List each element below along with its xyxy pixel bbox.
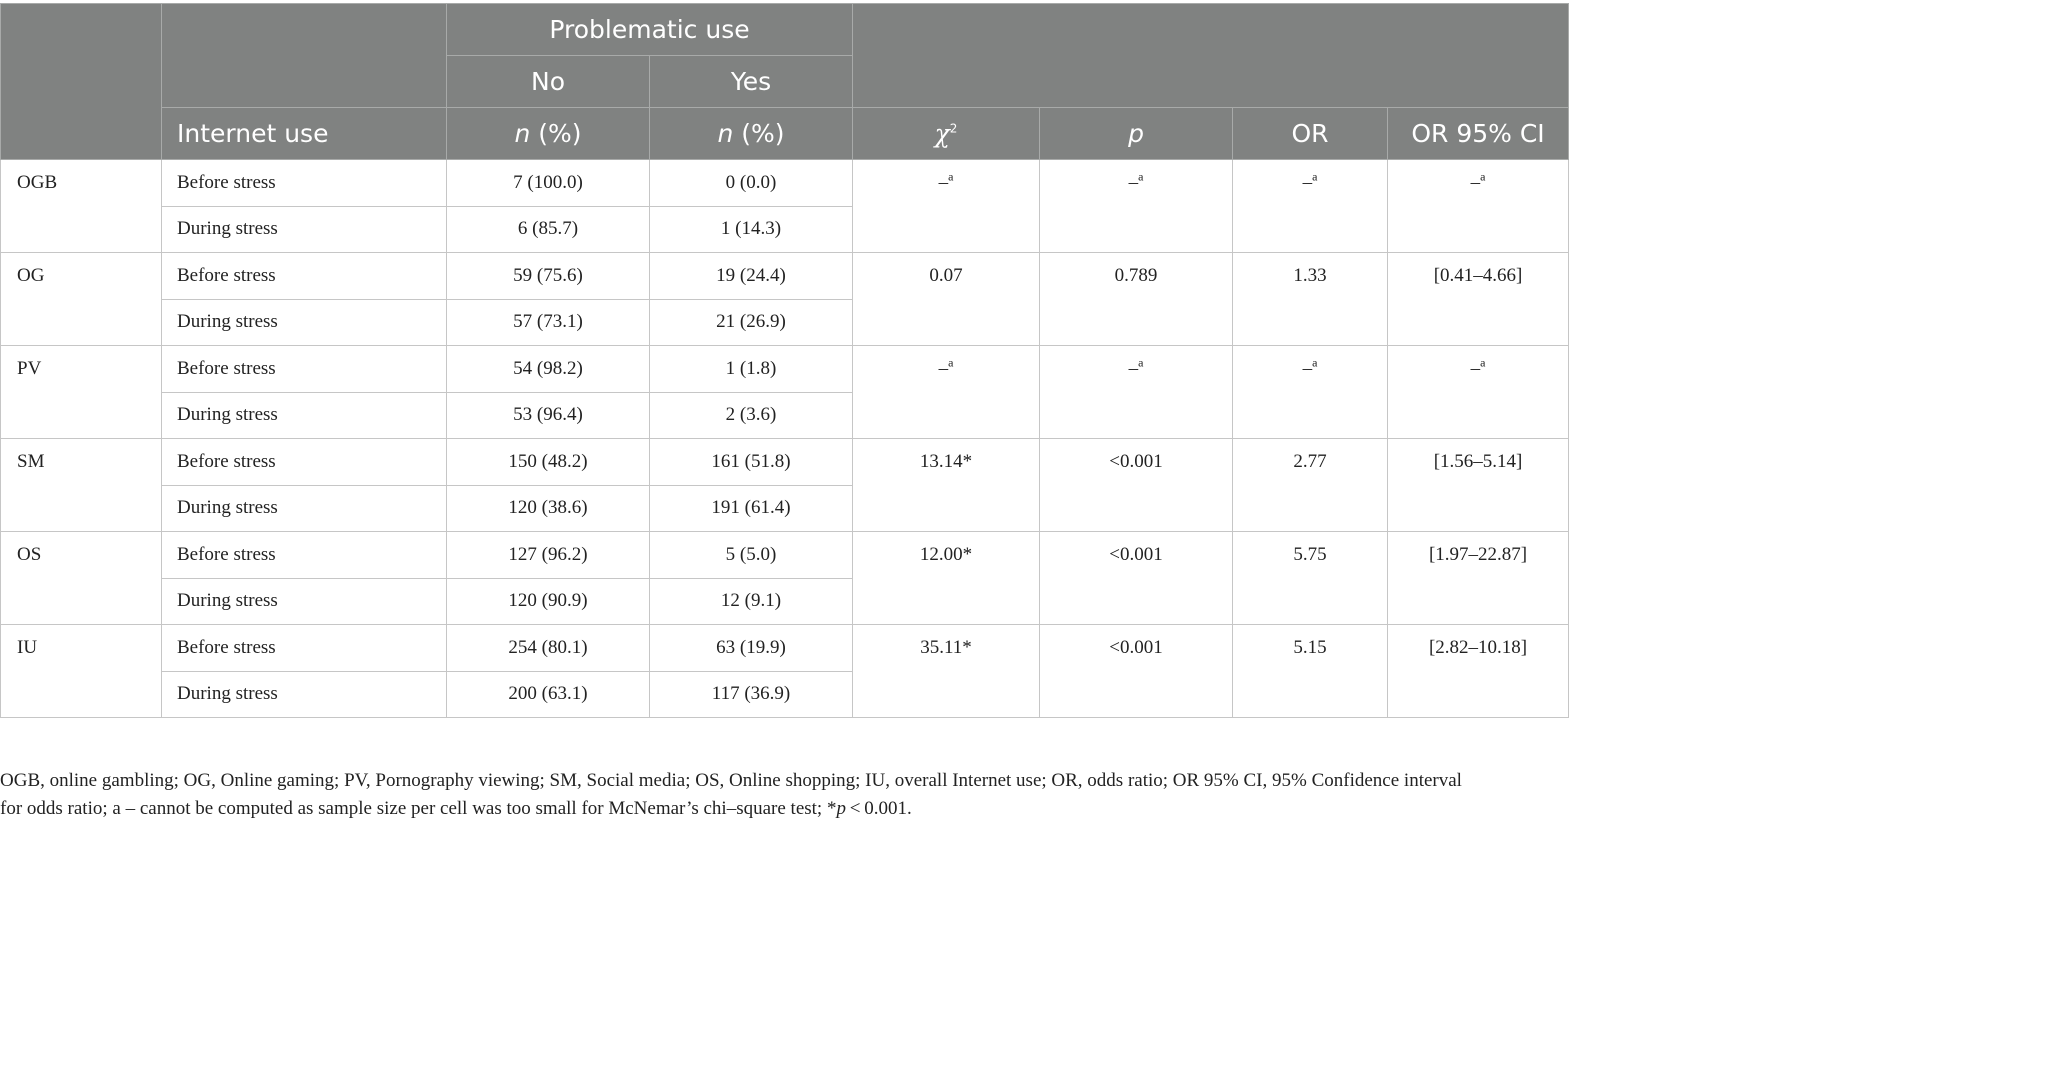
results-table (0, 3, 1569, 718)
header-yes: Yes (650, 56, 853, 108)
footnote-line1: OGB, online gambling; OG, Online gaming; PV, Pornography viewing; SM, Social media; OS, Online shopping; IU, overall Internet use; OR, odds ratio; OR 95% CI, 95% Confidence interval (0, 770, 1462, 791)
cell-before-no: 127 (96.2) (447, 532, 650, 579)
cell-odds-ratio: 1.33 (1233, 253, 1388, 346)
cell-p-value: <0.001 (1040, 439, 1233, 532)
row-condition-label: Before stress (162, 346, 447, 393)
cell-chi-square: 12.00* (853, 532, 1040, 625)
row-group-label: OS (1, 532, 162, 625)
header-n-pct-no (447, 108, 650, 160)
table-row (1, 625, 1569, 672)
cell-or-ci: –$^a$ (1388, 160, 1569, 253)
cell-during-no: 57 (73.1) (447, 299, 650, 346)
cell-odds-ratio: 5.15 (1233, 625, 1388, 718)
cell-during-no: 53 (96.4) (447, 392, 650, 439)
row-group-label: OGB (1, 160, 162, 253)
row-condition-label: Before stress (162, 532, 447, 579)
cell-chi-square: –$^a$ (853, 346, 1040, 439)
cell-during-yes: 117 (36.9) (650, 671, 853, 718)
cell-before-yes: 161 (51.8) (650, 439, 853, 486)
cell-during-yes: 2 (3.6) (650, 392, 853, 439)
cell-before-yes: 19 (24.4) (650, 253, 853, 300)
row-condition-label: Before stress (162, 625, 447, 672)
footnote-marker-a: a (1138, 169, 1144, 184)
footnote-marker-a: a (1480, 355, 1486, 370)
row-condition-label: During stress (162, 671, 447, 718)
row-condition-label: During stress (162, 299, 447, 346)
cell-during-yes: 12 (9.1) (650, 578, 853, 625)
table-body (1, 160, 1569, 718)
row-condition-label: During stress (162, 392, 447, 439)
header-blank-cell-2 (162, 4, 447, 108)
header-no: No (447, 56, 650, 108)
header-p-symbol: p (1128, 119, 1144, 148)
header-or-ci: OR 95% CI (1388, 108, 1569, 160)
cell-chi-square: 13.14* (853, 439, 1040, 532)
cell-before-no: 150 (48.2) (447, 439, 650, 486)
header-internet-use: Internet use (162, 108, 447, 160)
header-n-symbol: n (717, 119, 734, 148)
row-group-label: PV (1, 346, 162, 439)
cell-or-ci: –$^a$ (1388, 346, 1569, 439)
footnote-marker-a: a (1312, 355, 1318, 370)
header-n-pct-yes (650, 108, 853, 160)
header-chi-sup: 2 (949, 121, 958, 136)
footnote (0, 767, 1560, 823)
row-condition-label: During stress (162, 485, 447, 532)
table-row (1, 532, 1569, 579)
cell-during-no: 200 (63.1) (447, 671, 650, 718)
header-pct-symbol: (%) (530, 119, 582, 148)
cell-chi-square: –$^a$ (853, 160, 1040, 253)
cell-or-ci: [0.41–4.66] (1388, 253, 1569, 346)
cell-before-no: 54 (98.2) (447, 346, 650, 393)
row-condition-label: Before stress (162, 160, 447, 207)
row-condition-label: During stress (162, 206, 447, 253)
cell-before-yes: 63 (19.9) (650, 625, 853, 672)
cell-odds-ratio: 5.75 (1233, 532, 1388, 625)
header-chi-square (853, 108, 1040, 160)
cell-during-yes: 191 (61.4) (650, 485, 853, 532)
cell-before-no: 7 (100.0) (447, 160, 650, 207)
cell-before-no: 59 (75.6) (447, 253, 650, 300)
row-condition-label: Before stress (162, 253, 447, 300)
table-row (1, 160, 1569, 207)
cell-during-no: 120 (38.6) (447, 485, 650, 532)
cell-during-no: 6 (85.7) (447, 206, 650, 253)
cell-odds-ratio: –$^a$ (1233, 346, 1388, 439)
cell-odds-ratio: 2.77 (1233, 439, 1388, 532)
header-or: OR (1233, 108, 1388, 160)
cell-or-ci: [1.97–22.87] (1388, 532, 1569, 625)
header-n-symbol: n (514, 119, 531, 148)
cell-before-yes: 1 (1.8) (650, 346, 853, 393)
cell-or-ci: [1.56–5.14] (1388, 439, 1569, 532)
cell-before-no: 254 (80.1) (447, 625, 650, 672)
row-group-label: IU (1, 625, 162, 718)
table-row (1, 346, 1569, 393)
footnote-marker-a: a (1312, 169, 1318, 184)
cell-during-no: 120 (90.9) (447, 578, 650, 625)
footnote-marker-a: a (1138, 355, 1144, 370)
cell-p-value: <0.001 (1040, 532, 1233, 625)
header-blank-cell (1, 4, 162, 160)
row-group-label: SM (1, 439, 162, 532)
table-row (1, 253, 1569, 300)
cell-before-yes: 5 (5.0) (650, 532, 853, 579)
footnote-marker-a: a (948, 169, 954, 184)
row-group-label: OG (1, 253, 162, 346)
row-condition-label: Before stress (162, 439, 447, 486)
row-condition-label: During stress (162, 578, 447, 625)
cell-during-yes: 1 (14.3) (650, 206, 853, 253)
footnote-p: p (836, 798, 846, 819)
footnote-end: < 0.001. (845, 798, 912, 819)
table-row (1, 439, 1569, 486)
cell-odds-ratio: –$^a$ (1233, 160, 1388, 253)
footnote-marker-a: a (1480, 169, 1486, 184)
cell-p-value: 0.789 (1040, 253, 1233, 346)
cell-chi-square: 35.11* (853, 625, 1040, 718)
cell-before-yes: 0 (0.0) (650, 160, 853, 207)
header-chi-symbol: χ (934, 119, 950, 148)
footnote-marker-a: a (948, 355, 954, 370)
cell-p-value: <0.001 (1040, 625, 1233, 718)
header-p (1040, 108, 1233, 160)
header-problematic-use: Problematic use (447, 4, 853, 56)
cell-or-ci: [2.82–10.18] (1388, 625, 1569, 718)
cell-chi-square: 0.07 (853, 253, 1040, 346)
footnote-line2: for odds ratio; a – cannot be computed as sample size per cell was too small for McNemar’s chi–square test; * (0, 798, 837, 819)
cell-during-yes: 21 (26.9) (650, 299, 853, 346)
cell-p-value: –$^a$ (1040, 160, 1233, 253)
cell-p-value: –$^a$ (1040, 346, 1233, 439)
header-pct-symbol: (%) (733, 119, 785, 148)
header-blank-stats (853, 4, 1569, 108)
